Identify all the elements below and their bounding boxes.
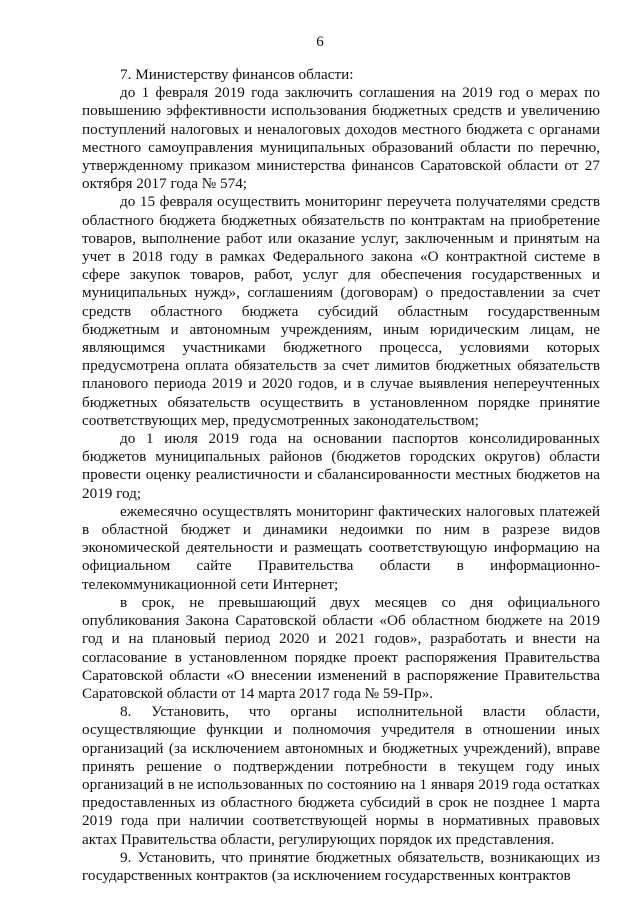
- paragraph-agreements-feb-1: до 1 февраля 2019 года заключить соглашения на 2019 год о мерах по повышению эффективности использования бюджетных средств и увеличению поступлений налоговых и неналоговых доходов местного бюджета с органами местного самоуправления муниципальных образований области по перечню, утвержденному приказом министерства финансов Саратовской области от 27 октября 2017 года № 574;: [82, 84, 600, 193]
- document-body: [82, 66, 600, 885]
- page-number: 6: [316, 34, 324, 50]
- paragraph-section-7-heading: 7. Министерству финансов области:: [120, 66, 354, 83]
- paragraph-budget-assessment-jul-1: до 1 июля 2019 года на основании паспортов консолидированных бюджетов муниципальных районов (бюджетов городских округов) области провести оценку реалистичности и сбалансированности местных бюджетов на 2019 год;: [82, 430, 600, 502]
- paragraph-section-8: 8. Установить, что органы исполнительной власти области, осуществляющие функции и полномочия учредителя в отношении иных организаций (за исключением автономных и бюджетных учреждений), вправе принять решение о подтверждении потребности в текущем году иных организаций в не использованных по состоянию на 1 января 2019 года остатках предоставленных из областного бюджета субсидий в срок не позднее 1 марта 2019 года при наличии соответствующей нормы в нормативных правовых актах Правительства области, регулирующих порядок их представления.: [82, 703, 600, 848]
- paragraph-draft-order: в срок, не превышающий двух месяцев со дня официального опубликования Закона Саратовской области «Об областном бюджете на 2019 год и на плановый период 2020 и 2021 годов», разработать и внести на согласование в установленном порядке проект распоряжения Правительства Саратовской области «О внесении изменений в распоряжение Правительства Саратовской области от 14 марта 2017 года № 59-Пр».: [82, 593, 600, 702]
- paragraph-section-9: 9. Установить, что принятие бюджетных обязательств, возникающих из государственных контрактов (за исключением государственных контрактов: [82, 848, 600, 884]
- paragraph-monthly-monitoring: ежемесячно осуществлять мониторинг фактических налоговых платежей в областной бюджет и динамики недоимки по ним в разрезе видов экономической деятельности и размещать соответствующую информацию на официальном сайте Правительства области в информационно-телекоммуникационной сети Интернет;: [82, 502, 600, 593]
- paragraph-monitoring-feb-15: до 15 февраля осуществить мониторинг переучета получателями средств областного бюджета бюджетных обязательств по контрактам на приобретение товаров, выполнение работ или оказание услуг, заключенным и принятым на учет в 2018 году в рамках Федерального закона «О контрактной системе в сфере закупок товаров, работ, услуг для обеспечения государственных и муниципальных нужд», соглашениям (договорам) о предоставлении за счет средств областного бюджета субсидий областным государственным бюджетным и автономным учреждениям, иным юридическим лицам, не являющимся участниками бюджетного процесса, условиями которых предусмотрена оплата обязательств за счет лимитов бюджетных обязательств планового периода 2019 и 2020 годов, и в случае выявления непереучтенных бюджетных обязательств осуществить в установленном порядке принятие соответствующих мер, предусмотренных законодательством;: [82, 193, 600, 429]
